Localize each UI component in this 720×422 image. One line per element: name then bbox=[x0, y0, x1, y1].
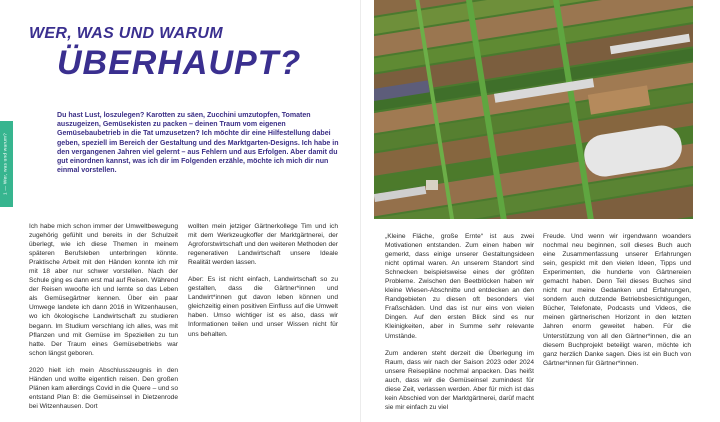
paragraph: Zum anderen steht derzeit die Überlegung im Raum, dass wir nach der Saison 2023 oder 2024 unsere Reisepläne nochmal anpacken. Das heißt auch, dass wir die Gemüseinsel zumindest für diese Zeit, verlassen werden. Aber für mich ist das kein Abschied von der Marktgärtnerei, darüf macht sie mir einfach zu viel bbox=[385, 349, 534, 411]
chapter-title-line1: WER, WAS UND WARUM bbox=[29, 25, 223, 42]
chapter-title-line2: ÜBERHAUPT? bbox=[57, 44, 302, 82]
chapter-side-tab-label: 1 — Wer, was und warum? bbox=[3, 132, 9, 196]
body-column-3 bbox=[385, 232, 534, 420]
paragraph: Ich habe mich schon immer der Umweltbewegung zugehörig gefühlt und bereits in der Schulzeit überlegt, wie ich diese Themen in meinem späteren Berufsleben unterbringen könnte. Praktische Arbeit mit den Händen konnte ich mir mit 18 aber nur schwer vorstellen. Nach der Schule ging es dann erst mal auf Reisen. Während der Reisen wwoofte ich und lernte so das Leben als Gemüsegärtner kennen. Über ein paar Umwege landete ich dann 2016 in Witzenhausen, wo ich ökologische Landwirtschaft zu studieren begann. Im Studium verschlang ich alles, was mit Pflanzen und mit Gemüse im Speziellen zu tun hatte. Der Traum eines Gemüsebetriebs war schon längst geboren. bbox=[29, 223, 178, 357]
body-column-2 bbox=[188, 222, 338, 347]
paragraph: 2020 hielt ich mein Abschlusszeugnis in den Händen und wollte eigentlich reisen. Den großen Plänen kam allerdings Covid in die Quere – und so entstand Plan B: die Gemüseinsel in Dietzenrode bei Witzenhausen. Dort bbox=[29, 366, 178, 410]
paragraph: Freude. Und wenn wir irgendwann woanders nochmal neu beginnen, soll dieses Buch auch eine Zusammenfassung unserer Erfahrungen sein, gespickt mit den vielen Ideen, Tipps und Experimenten, die hunderte von Gärtnereien gemacht haben. Denn Teil dieses Buches sind nicht nur meine Gedanken und Erfahrungen, sondern auch dutzende Betriebsbesichtigungen, Bücher, Telefonate, Podcasts und Videos, die meinen gärtnerischen Horizont in den letzten Jahren enorm geweitet haben. Für die Unterstützung von all den Gärtner*innen, die an diesem Buchprojekt beteiligt waren, möchte ich ganz herzlich Danke sagen. Dies ist ein Buch von Gärtner*innen für Gärtner*innen. bbox=[543, 233, 691, 367]
body-column-1 bbox=[29, 222, 178, 419]
paragraph: wollten mein jetziger Gärtnerkollege Tim und ich mit dem Werkzeugkoffer der Marktgärtnerei, der Agroforstwirtschaft und den weiteren Methoden der regenerativen Landwirtschaft unsere Ideale Realität werden lassen. bbox=[188, 223, 338, 267]
paragraph: „Kleine Fläche, große Ernte“ ist aus zwei Motivationen entstanden. Zum einen haben wir gemerkt, dass einige unserer Gestaltungsideen nicht optimal waren. An unserem Standort sind Schnecken beispielsweise eines der größten Probleme. Zwischen den Beetblöcken haben wir kleine Wiesen-Abschnitte und entdecken an den Randgebieten zu diesen oft besonders viel Fraßschäden. Und das ist nur eins von vielen Dingen. Auf den ersten Blick sind es nur Kleinigkeiten, aber in Summe sehr relevante Umstände. bbox=[385, 233, 534, 340]
paragraph: Aber: Es ist nicht einfach, Landwirtschaft so zu gestalten, dass die Gärtner*innen und Landwirt*innen gut davon leben können und gleichzeitig einen positiven Einfluss auf die Umwelt haben. Umso wichtiger ist es also, dass wir Informationen teilen und unser Wissen nicht für uns behalten. bbox=[188, 276, 338, 338]
aerial-garden-photo bbox=[374, 0, 693, 219]
intro-paragraph: Du hast Lust, loszulegen? Karotten zu säen, Zucchini umzutopfen, Tomaten auszugeizen, Gemüsekisten zu packen – deinen Traum vom eigenen Gemüsebaubetrieb in die Tat umzusetzen? Ich möchte dir eine Hilfestellung dabei geben, speziell im Bereich der Gestaltung und des Marktgarten-Designs. Ich habe in den vergangenen Jahren viel gelernt – aus Fehlern und aus Erfolgen. Aber damit du gut einordnen kannst, was ich dir im Folgenden erzähle, möchte ich mich dir nun einmal vorstellen. bbox=[57, 112, 339, 175]
page-gutter bbox=[360, 0, 361, 422]
body-column-4 bbox=[543, 232, 691, 376]
